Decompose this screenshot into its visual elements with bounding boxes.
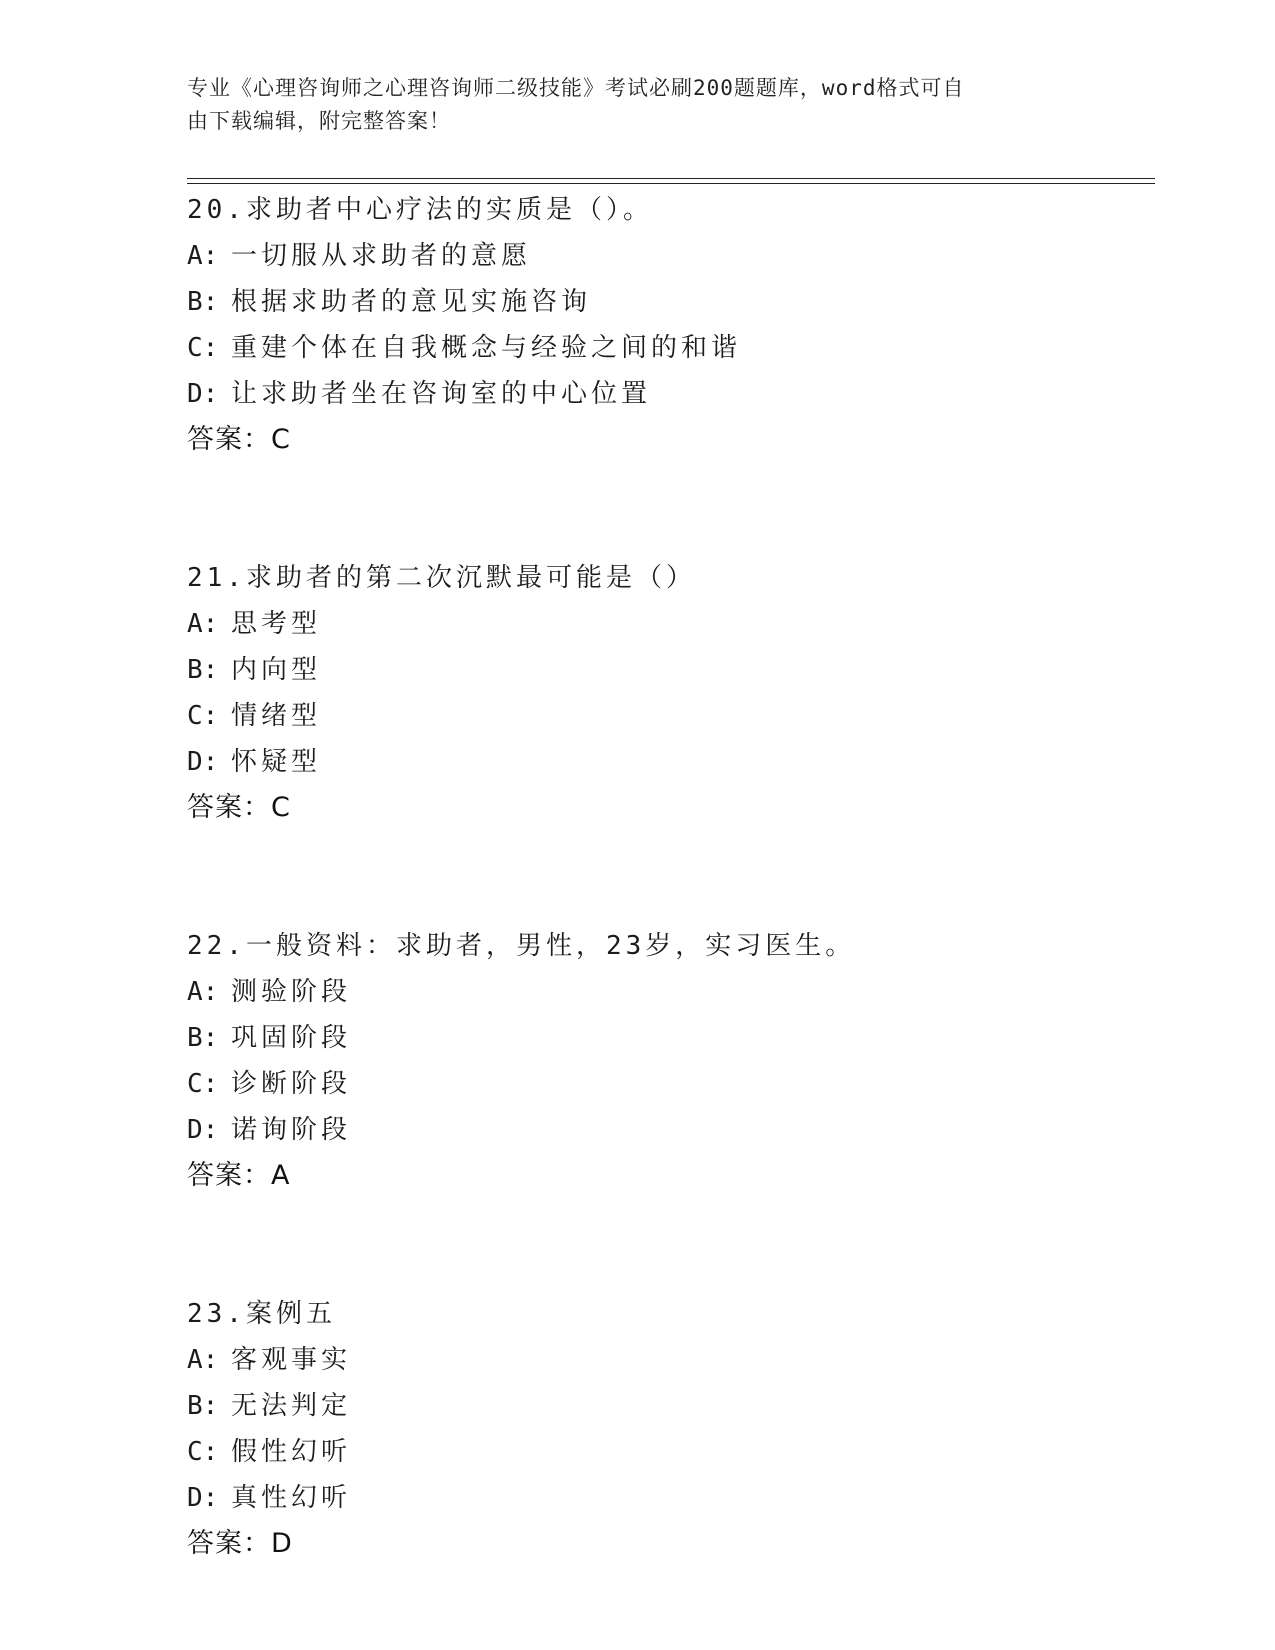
option-text: 无法判定: [231, 1391, 352, 1421]
option-letter: D:: [187, 379, 219, 409]
option-text: 让求助者坐在咨询室的中心位置: [231, 379, 652, 409]
question-stem: 20.求助者中心疗法的实质是（）。: [187, 195, 653, 225]
question-22: [187, 923, 1155, 1199]
option-text: 怀疑型: [231, 747, 322, 777]
answer-key: 答案：D: [187, 1528, 293, 1559]
option-letter: B:: [187, 1391, 219, 1421]
option-a: [187, 601, 1155, 647]
option-letter: D:: [187, 1483, 219, 1513]
question-spacer: [187, 463, 1155, 555]
question-stem: 21.求助者的第二次沉默最可能是（）: [187, 563, 696, 593]
option-text: 巩固阶段: [231, 1023, 352, 1053]
header-divider-top: [187, 178, 1155, 179]
option-b: [187, 1383, 1155, 1429]
option-c: [187, 693, 1155, 739]
option-d: [187, 371, 1155, 417]
option-d: [187, 739, 1155, 785]
option-letter: C:: [187, 1437, 219, 1467]
option-text: 一切服从求助者的意愿: [231, 241, 532, 271]
option-text: 真性幻听: [231, 1483, 352, 1513]
document-header: [187, 72, 1067, 138]
option-a: [187, 233, 1155, 279]
option-text: 思考型: [231, 609, 322, 639]
option-a: [187, 1337, 1155, 1383]
option-text: 诊断阶段: [231, 1069, 352, 1099]
answer-key: 答案：A: [187, 1160, 291, 1191]
question-spacer: [187, 1199, 1155, 1291]
option-text: 假性幻听: [231, 1437, 352, 1467]
option-letter: A:: [187, 241, 219, 271]
option-b: [187, 1015, 1155, 1061]
option-text: 根据求助者的意见实施咨询: [231, 287, 592, 317]
option-a: [187, 969, 1155, 1015]
option-text: 诺询阶段: [231, 1115, 352, 1145]
answer-key: 答案：C: [187, 424, 291, 455]
header-line-2: 由下载编辑，附完整答案！: [187, 109, 451, 133]
answer-key: 答案：C: [187, 792, 291, 823]
question-list: [187, 187, 1155, 1567]
option-text: 客观事实: [231, 1345, 352, 1375]
question-stem: 22.一般资料：求助者，男性，23岁，实习医生。: [187, 931, 856, 961]
option-text: 内向型: [231, 655, 322, 685]
option-d: [187, 1475, 1155, 1521]
option-c: [187, 325, 1155, 371]
option-letter: B:: [187, 655, 219, 685]
option-letter: B:: [187, 1023, 219, 1053]
option-text: 重建个体在自我概念与经验之间的和谐: [231, 333, 742, 363]
option-letter: A:: [187, 977, 219, 1007]
option-c: [187, 1061, 1155, 1107]
option-c: [187, 1429, 1155, 1475]
option-letter: A:: [187, 1345, 219, 1375]
option-letter: D:: [187, 747, 219, 777]
option-letter: C:: [187, 1069, 219, 1099]
option-b: [187, 647, 1155, 693]
header-divider-bottom: [187, 183, 1155, 184]
header-line-1: 专业《心理咨询师之心理咨询师二级技能》考试必刷200题题库，word格式可自: [187, 76, 965, 100]
question-23: [187, 1291, 1155, 1567]
option-letter: B:: [187, 287, 219, 317]
option-letter: C:: [187, 333, 219, 363]
question-20: [187, 187, 1155, 463]
question-stem: 23.案例五: [187, 1299, 336, 1329]
option-letter: A:: [187, 609, 219, 639]
option-b: [187, 279, 1155, 325]
option-letter: D:: [187, 1115, 219, 1145]
question-21: [187, 555, 1155, 831]
option-text: 测验阶段: [231, 977, 352, 1007]
question-spacer: [187, 831, 1155, 923]
option-letter: C:: [187, 701, 219, 731]
option-d: [187, 1107, 1155, 1153]
option-text: 情绪型: [231, 701, 322, 731]
